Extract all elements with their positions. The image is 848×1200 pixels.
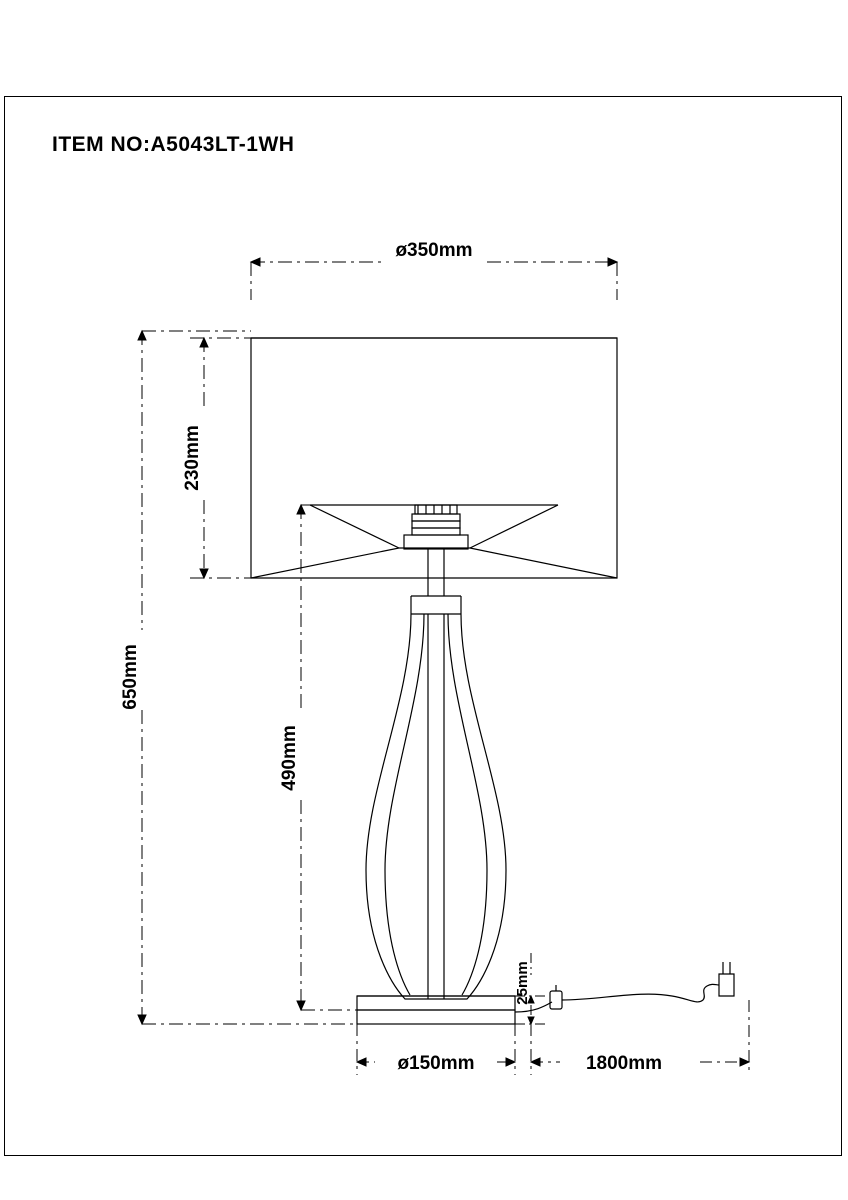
power-cord — [515, 962, 734, 1012]
dimension-base-height — [279, 505, 412, 1010]
lamp-socket — [404, 505, 468, 549]
dimension-label-base-diameter: ø150mm — [397, 1053, 475, 1074]
lamp-base — [357, 996, 515, 1024]
dimension-label-base-height: 490mm — [279, 725, 300, 791]
dimension-label-shade-diameter: ø350mm — [395, 240, 473, 261]
lamp-body — [366, 614, 506, 999]
dimension-shade-diameter — [251, 240, 617, 300]
lamp-shade — [251, 338, 617, 578]
dimension-label-cord-length: 1800mm — [585, 1053, 663, 1074]
page-title: ITEM NO:A5043LT-1WH — [52, 133, 295, 156]
dimension-label-plinth-height: 25mm — [514, 961, 531, 1005]
dimension-total-height — [120, 331, 357, 1024]
dimension-label-shade-height: 230mm — [182, 425, 203, 491]
dimension-shade-height — [182, 338, 251, 578]
dimension-label-total-height: 650mm — [120, 644, 141, 710]
lamp-neck — [411, 549, 461, 614]
dimension-cord-length — [531, 1000, 749, 1075]
dimension-plinth-height — [514, 953, 545, 1024]
dimension-base-diameter — [357, 1024, 515, 1075]
